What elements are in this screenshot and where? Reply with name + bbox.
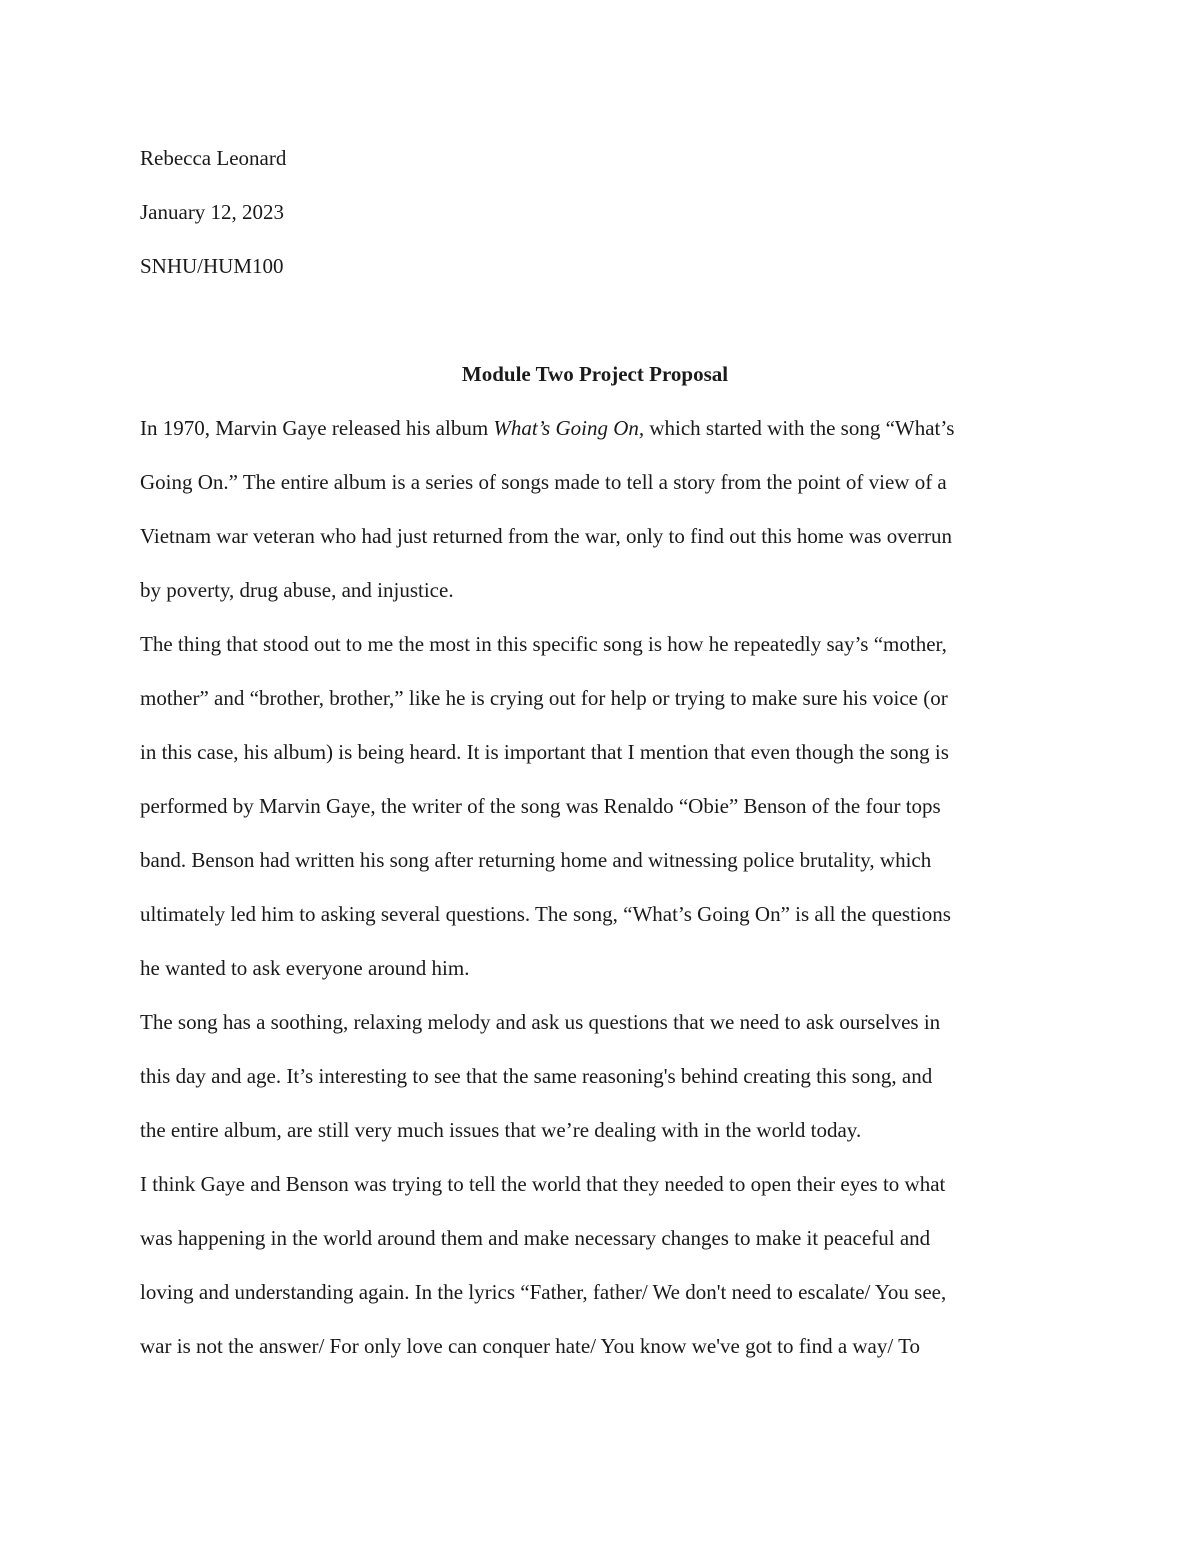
paragraph-line: by poverty, drug abuse, and injustice. [140,578,454,602]
document-body [140,131,1060,1373]
paragraph-line: war is not the answer/ For only love can conquer hate/ You know we've got to find a way/ To [140,1334,920,1358]
paragraph-line: performed by Marvin Gaye, the writer of the song was Renaldo “Obie” Benson of the four tops [140,794,941,818]
text-run: In 1970, Marvin Gaye released his album [140,416,494,440]
paragraph-line: in this case, his album) is being heard. It is important that I mention that even though the song is [140,740,949,764]
course-code: SNHU/HUM100 [140,254,284,278]
text-run: which started with the song “What’s [644,416,955,440]
paragraph-3 [140,995,1060,1157]
paragraph-line: The song has a soothing, relaxing melody and ask us questions that we need to ask ourselves in [140,1010,941,1034]
author-name: Rebecca Leonard [140,146,287,170]
paragraph-line: the entire album, are still very much issues that we’re dealing with in the world today. [140,1118,862,1142]
paragraph-line: Going On.” The entire album is a series of songs made to tell a story from the point of view of a [140,470,947,494]
paragraph-line: band. Benson had written his song after returning home and witnessing police brutality, which [140,848,932,872]
document-date: January 12, 2023 [140,200,285,224]
paragraph-line: was happening in the world around them and make necessary changes to make it peaceful and [140,1226,931,1250]
paragraph-line: mother” and “brother, brother,” like he is crying out for help or trying to make sure his voice (or [140,686,948,710]
paragraph-4 [140,1157,1060,1373]
document-title: Module Two Project Proposal [461,362,729,386]
spacer [140,293,1060,347]
paragraph-line: Vietnam war veteran who had just returned from the war, only to find out this home was overrun [140,524,953,548]
paragraph-line: loving and understanding again. In the lyrics “Father, father/ We don't need to escalate/ You see, [140,1280,947,1304]
paragraph-line: I think Gaye and Benson was trying to tell the world that they needed to open their eyes to what [140,1172,946,1196]
paragraph-line [140,401,1060,455]
paragraph-1 [140,401,1060,617]
paragraph-line: he wanted to ask everyone around him. [140,956,470,980]
paragraph-line: ultimately led him to asking several questions. The song, “What’s Going On” is all the questions [140,902,951,926]
paragraph-line: The thing that stood out to me the most in this specific song is how he repeatedly say’s “mother, [140,632,947,656]
album-title-italic: What’s Going On, [493,416,645,440]
paragraph-line: this day and age. It’s interesting to see that the same reasoning's behind creating this song, and [140,1064,933,1088]
paragraph-2 [140,617,1060,995]
